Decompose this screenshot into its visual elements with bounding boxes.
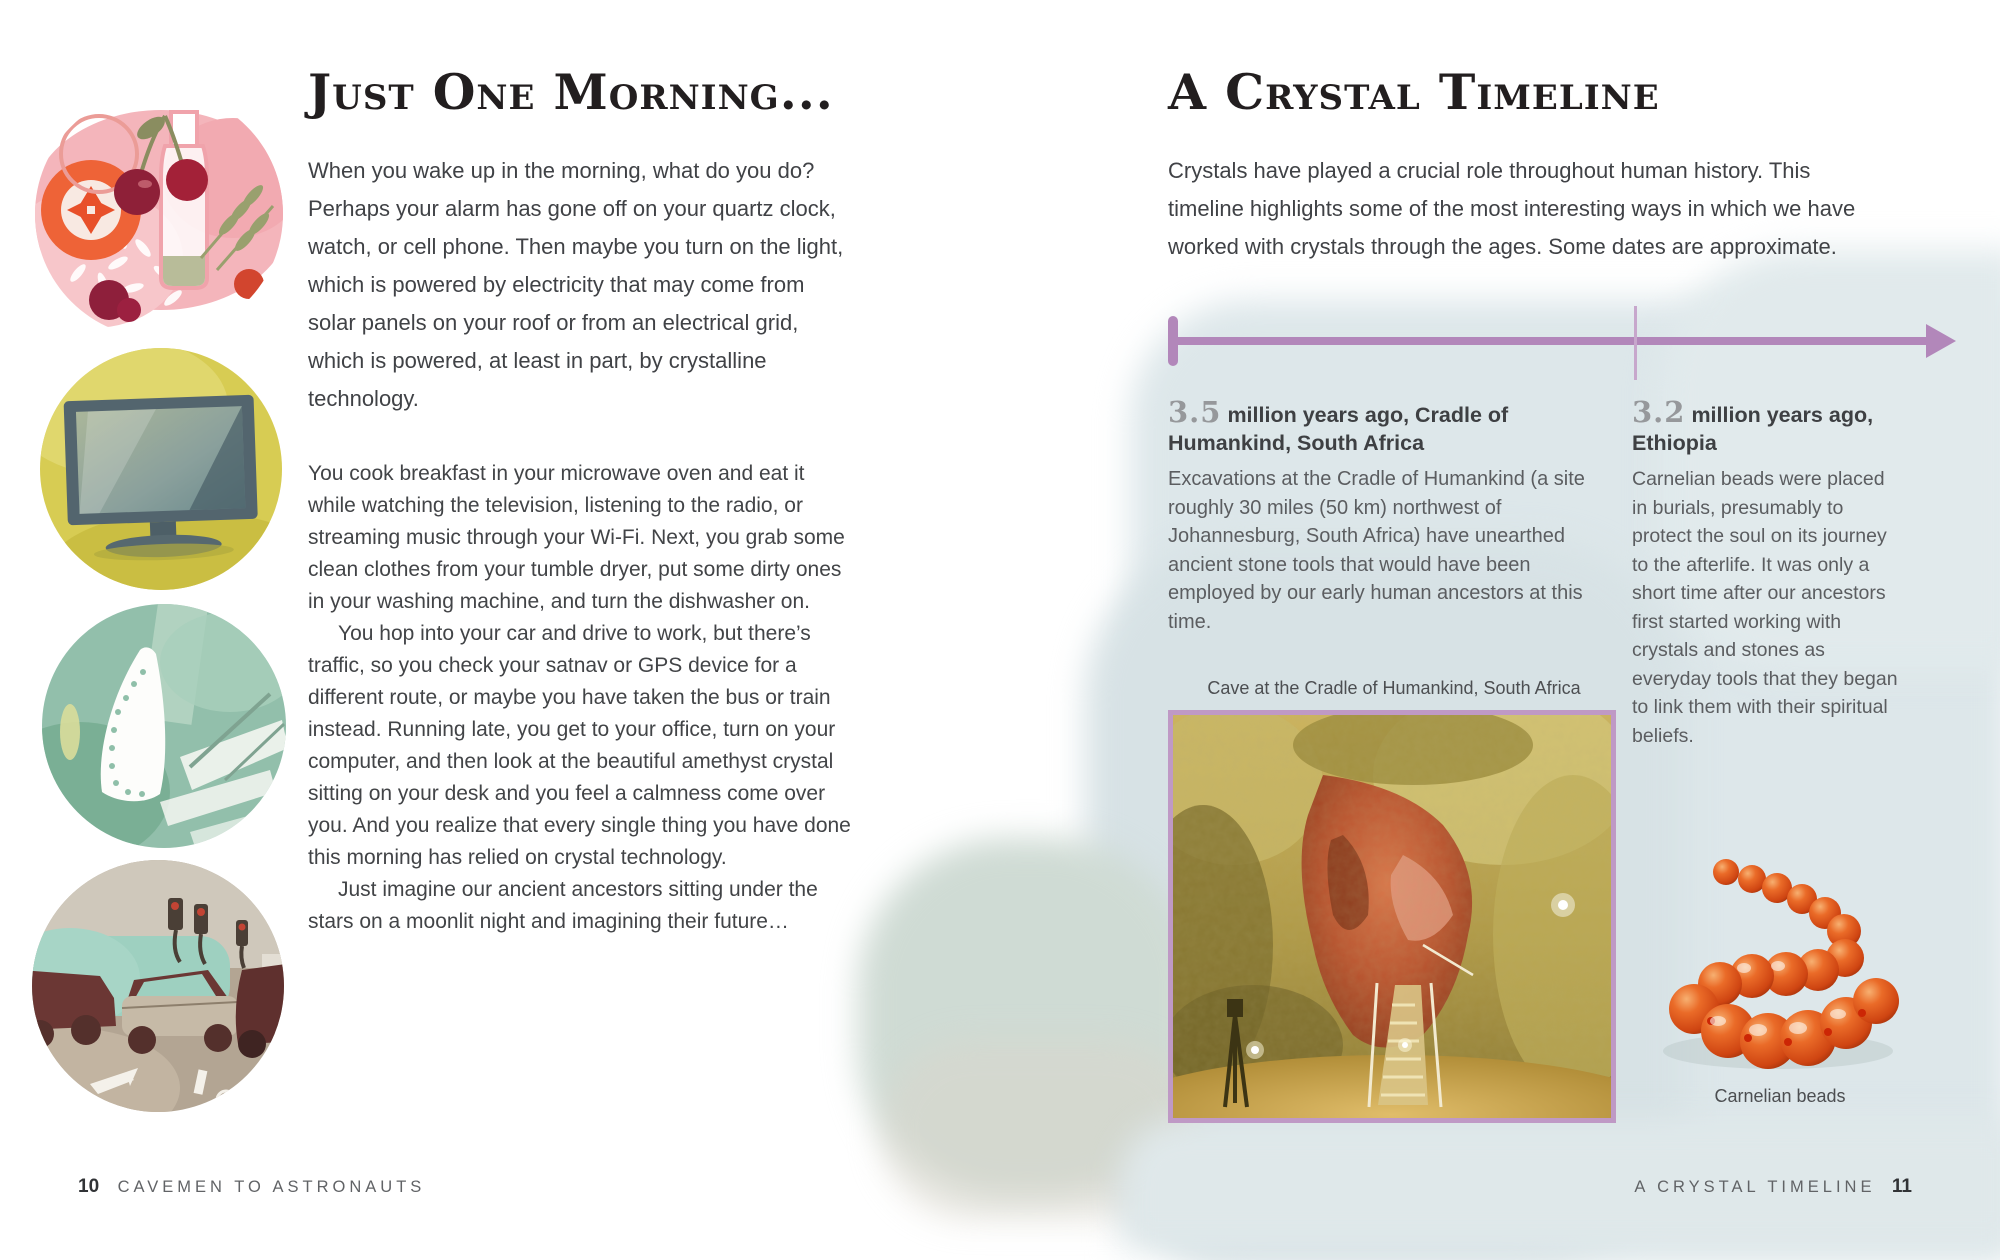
entry-body-text: Carnelian beads were placed in burials, presumably to protect the soul on its journey to the afterlife. It was only a short time after our ancestors first started working with crystals and stones as everyday tools that they began to link them with their spiritual beliefs. bbox=[1632, 468, 1898, 747]
photo-caption: Carnelian beads bbox=[1714, 1086, 1846, 1106]
page-number-right: 11 bbox=[1891, 1176, 1912, 1197]
intro-paragraph-left: When you wake up in the morning, what do you do? Perhaps your alarm has gone off on your quartz clock, watch, or cell phone. Then maybe you turn on the light, which is powered by electricity that may come from solar panels on your roof or from an electrical grid, which is powered, at least in part, by crystalline technology. bbox=[308, 158, 844, 411]
page-number-left: 10 bbox=[78, 1176, 100, 1197]
photo-caption: Cave at the Cradle of Humankind, South Africa bbox=[1207, 678, 1581, 698]
entry-body-text: Excavations at the Cradle of Humankind (a site roughly 30 miles (50 km) northwest of Johannesburg, South Africa) have unearthed ancient stone tools that would have been employed by our early human ancestors at this time. bbox=[1168, 468, 1585, 633]
entry-date-label: million years ago, Ethiopia bbox=[1632, 403, 1874, 455]
entry-date-label: million years ago, Cradle of Humankind, South Africa bbox=[1168, 403, 1509, 455]
timeline-divider bbox=[1634, 306, 1637, 380]
entry-heading bbox=[1632, 395, 1900, 457]
timeline-axis bbox=[1172, 337, 1930, 345]
entry-heading bbox=[1168, 395, 1620, 457]
body-paragraph: Just imagine our ancient ancestors sitting under the stars on a moonlit night and imagining their future… bbox=[308, 878, 818, 933]
running-head-left: CAVEMEN TO ASTRONAUTS bbox=[117, 1178, 426, 1196]
page-title-right: A Crystal Timeline bbox=[1168, 63, 1660, 121]
body-paragraph: You hop into your car and drive to work, but there’s traffic, so you check your satnav or GPS device for a different route, or maybe you have taken the bus or train instead. Running late, you get to your office, turn on your computer, and then look at the beautiful amethyst crystal sitting on your desk and you feel a calmness come over you. And you realize that every single thing you have done this morning has relied on crystal technology. bbox=[308, 622, 851, 869]
breakfast-foods-illustration bbox=[33, 88, 285, 340]
carnelian-beads-photo bbox=[1648, 846, 1912, 1078]
television-illustration bbox=[38, 346, 284, 592]
cave-photo bbox=[1168, 710, 1616, 1123]
timeline-start-cap bbox=[1168, 316, 1178, 366]
entry-date-number: 3.5 bbox=[1168, 395, 1222, 429]
intro-paragraph-right: Crystals have played a crucial role throughout human history. This timeline highlights some of the most interesting ways in which we have worked with crystals through the ages. Some dates are approximate. bbox=[1168, 158, 1856, 259]
cave-photo-art bbox=[1173, 715, 1611, 1118]
timeline-entry bbox=[1632, 395, 1900, 750]
clothes-iron-illustration bbox=[40, 602, 288, 850]
body-paragraph: You cook breakfast in your microwave oven and eat it while watching the television, listening to the radio, or streaming music through your Wi-Fi. Next, you grab some clean clothes from your tumble dryer, put some dirty ones in your washing machine, and turn the dishwasher on. bbox=[308, 462, 845, 613]
entry-date-number: 3.2 bbox=[1632, 395, 1686, 429]
page-title-left: Just One Morning... bbox=[308, 63, 834, 121]
strawberry-icon bbox=[234, 269, 264, 299]
timeline-entry bbox=[1168, 395, 1620, 636]
running-head-right: A CRYSTAL TIMELINE bbox=[1634, 1178, 1876, 1196]
traffic-illustration bbox=[30, 858, 286, 1114]
timeline-arrowhead-icon bbox=[1926, 324, 1956, 358]
